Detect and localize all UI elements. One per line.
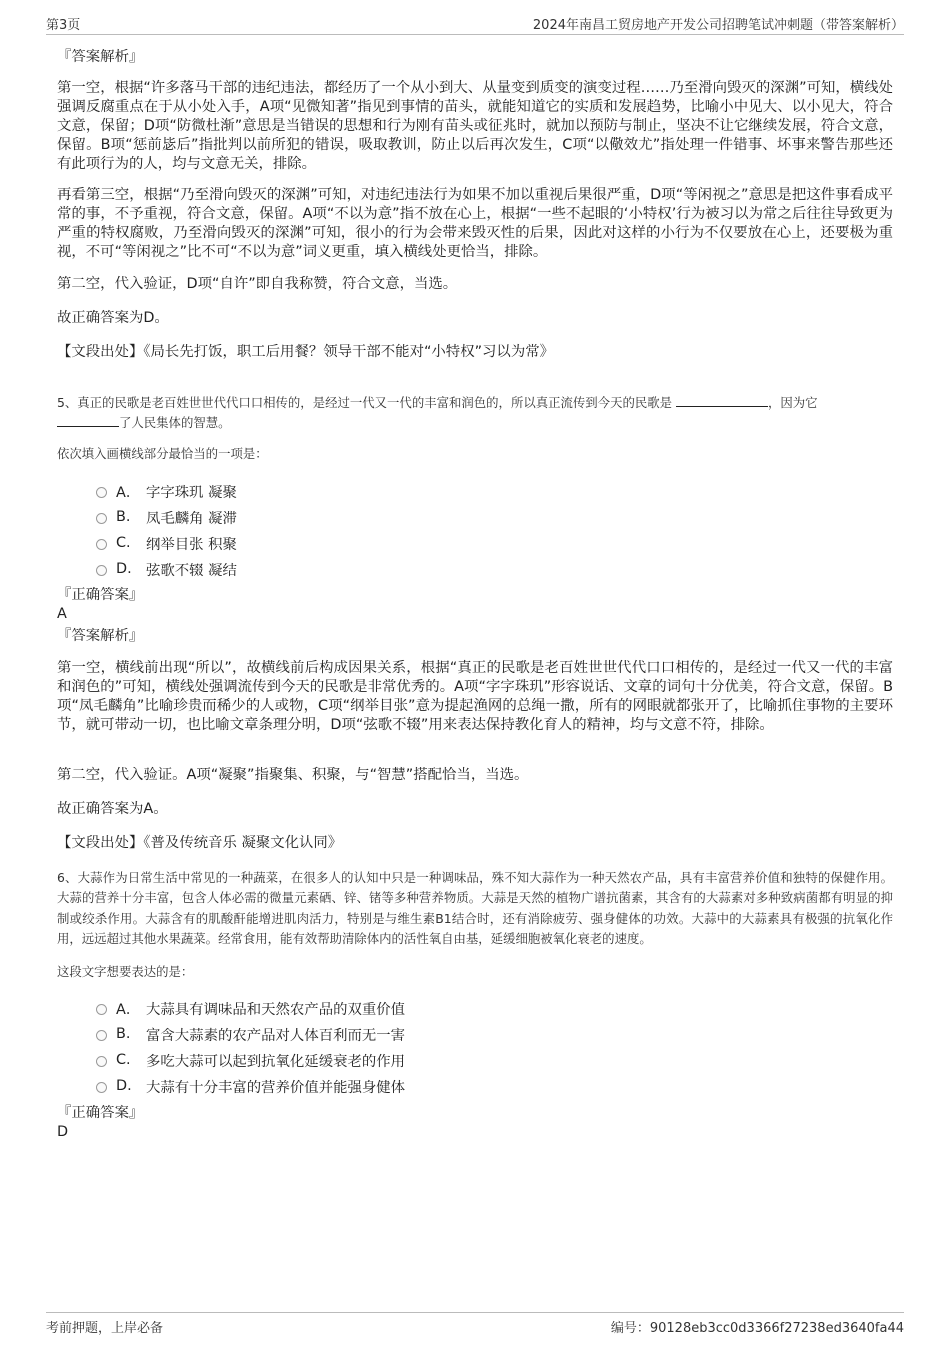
radio-icon[interactable] [96,1004,107,1015]
radio-icon[interactable] [96,487,107,498]
question-6-options [96,995,405,1099]
option-text: 大蒜有十分丰富的营养价值并能强身健体 [146,1079,406,1096]
radio-icon[interactable] [96,513,107,524]
analysis-paragraph: 第一空，根据“许多落马干部的违纪违法，都经历了一个从小到大、从量变到质变的演变过程……乃至滑向毁灭的深渊”可知，横线处强调反腐重点在于从小处入手，A项“见微知著”指见到事情的苗头，就能知道它的实质和发展趋势，比喻小中见大、以小见大，符合文意，保留；D项“防微杜渐”意思是当错误的思想和行为刚有苗头或征兆时，就加以预防与制止，坚决不让它继续发展，符合文意，保留。B项“惩前毖后”指批判以前所犯的错误，吸取教训，防止以后再次发生，C项“以儆效尤”指处理一件错事、坏事来警告那些还有此项行为的人，均与文意无关，排除。 [57,80,893,172]
footer-slogan: 考前押题，上岸必备 [46,1321,164,1336]
page-number: 第3页 [46,18,81,33]
question-6-stem: 6、大蒜作为日常生活中常见的一种蔬菜，在很多人的认知中只是一种调味品，殊不知大蒜作为一种天然农产品，具有丰富营养价值和独特的保健作用。大蒜的营养十分丰富，包含人体必需的微量元素硒、锌、锗等多种营养物质。大蒜是天然的植物广谱抗菌素，其含有的大蒜素对多种致病菌都有明显的抑制或绞杀作用。大蒜含有的肌酸酐能增进肌肉活力，特别是与维生素B1结合时，还有消除疲劳、强身健体的功效。大蒜中的大蒜素具有极强的抗氧化作用，远远超过其他水果蔬菜。经常食用，能有效帮助清除体内的活性氧自由基，延缓细胞被氧化衰老的速度。 [57,870,893,946]
stem-text: 5、真正的民歌是老百姓世世代代口口相传的，是经过一代又一代的丰富和润色的，所以真正流传到今天的民歌是 [57,395,673,410]
option-text: 纲举目张 积聚 [146,536,237,553]
analysis-label: 『答案解析』 [57,49,144,65]
question-prompt: 依次填入画横线部分最恰当的一项是： [57,446,268,461]
option-key: C. [116,535,131,551]
option-key: B. [116,1026,131,1042]
radio-icon[interactable] [96,1056,107,1067]
analysis-paragraph: 第一空，横线前出现“所以”，故横线前后构成因果关系，根据“真正的民歌是老百姓世世代代口口相传的，是经过一代又一代的丰富和润色的”可知，横线处强调流传到今天的民歌是非常优秀的。A项“字字珠玑”形容说话、文章的词句十分优美，符合文意，保留。B项“凤毛麟角”比喻珍贵而稀少的人或物，C项“纲举目张”意为提起渔网的总绳一撒，所有的网眼就都张开了，比喻抓住事物的主要环节，就可带动一切，也比喻文章条理分明，D项“弦歌不辍”用来表达保持教化育人的精神，均与文意不符，排除。 [57,660,893,733]
option-d[interactable] [96,1073,405,1099]
correct-answer-label: 『正确答案』 [57,587,144,603]
source-citation: 【文段出处】《普及传统音乐 凝聚文化认同》 [57,835,343,851]
option-text: 富含大蒜素的农产品对人体百利而无一害 [146,1027,406,1044]
analysis-paragraph: 再看第三空，根据“乃至滑向毁灭的深渊”可知，对违纪违法行为如果不加以重视后果很严重，D项“等闲视之”意思是把这件事看成平常的事，不予重视，符合文意，保留。A项“不以为意”指不放在心上，根据“一些不起眼的‘小特权’行为被习以为常之后往往导致更为严重的特权腐败，乃至滑向毁灭的深渊”可知，很小的行为会带来毁灭性的后果，因此对这样的小行为不仅要放在心上，还要极为重视，不可“等闲视之”比不可“不以为意”词义更重，填入横线处更恰当，排除。 [57,187,893,260]
document-title: 2024年南昌工贸房地产开发公司招聘笔试冲刺题（带答案解析） [532,18,904,33]
option-text: 弦歌不辍 凝结 [146,562,237,579]
analysis-label: 『答案解析』 [57,628,144,644]
option-text: 大蒜具有调味品和天然农产品的双重价值 [146,1001,406,1018]
option-c[interactable] [96,1047,405,1073]
radio-icon[interactable] [96,539,107,550]
radio-icon[interactable] [96,1082,107,1093]
correct-answer-label: 『正确答案』 [57,1105,144,1121]
correct-answer: A [57,606,67,622]
page-header [46,14,904,35]
question-prompt: 这段文字想要表达的是： [57,964,194,979]
option-text: 字字珠玑 凝聚 [146,484,237,501]
option-text: 凤毛麟角 凝滞 [146,510,237,527]
answer-conclusion: 故正确答案为D。 [57,310,169,326]
stem-text: ，因为它 [767,395,818,410]
radio-icon[interactable] [96,1030,107,1041]
stem-text: 了人民集体的智慧。 [119,414,231,430]
option-c[interactable] [96,530,237,556]
source-citation: 【文段出处】《局长先打饭，职工后用餐？领导干部不能对“小特权”习以为常》 [57,344,554,360]
radio-icon[interactable] [96,565,107,576]
option-d[interactable] [96,556,237,582]
option-b[interactable] [96,1021,405,1047]
option-key: D. [116,1078,132,1094]
option-key: A． [116,1001,141,1018]
option-b[interactable] [96,504,237,530]
answer-conclusion: 故正确答案为A。 [57,801,168,817]
option-a[interactable] [96,995,405,1021]
analysis-paragraph: 第二空，代入验证，D项“自许”即自我称赞，符合文意，当选。 [57,276,458,292]
question-5-stem [57,393,893,432]
correct-answer: D [57,1124,69,1140]
document-code: 编号：90128eb3cc0d3366f27238ed3640fa44 [610,1321,904,1336]
question-5-options [96,478,237,582]
option-key: D. [116,561,132,577]
option-key: A． [116,484,141,501]
analysis-paragraph: 第二空，代入验证。A项“凝聚”指聚集、积聚，与“智慧”搭配恰当，当选。 [57,767,529,783]
option-key: B. [116,509,131,525]
answer-blank [57,414,119,427]
option-key: C. [116,1052,131,1068]
answer-blank [676,394,768,407]
option-a[interactable] [96,478,237,504]
option-text: 多吃大蒜可以起到抗氧化延缓衰老的作用 [146,1053,406,1070]
page-footer [46,1312,904,1336]
